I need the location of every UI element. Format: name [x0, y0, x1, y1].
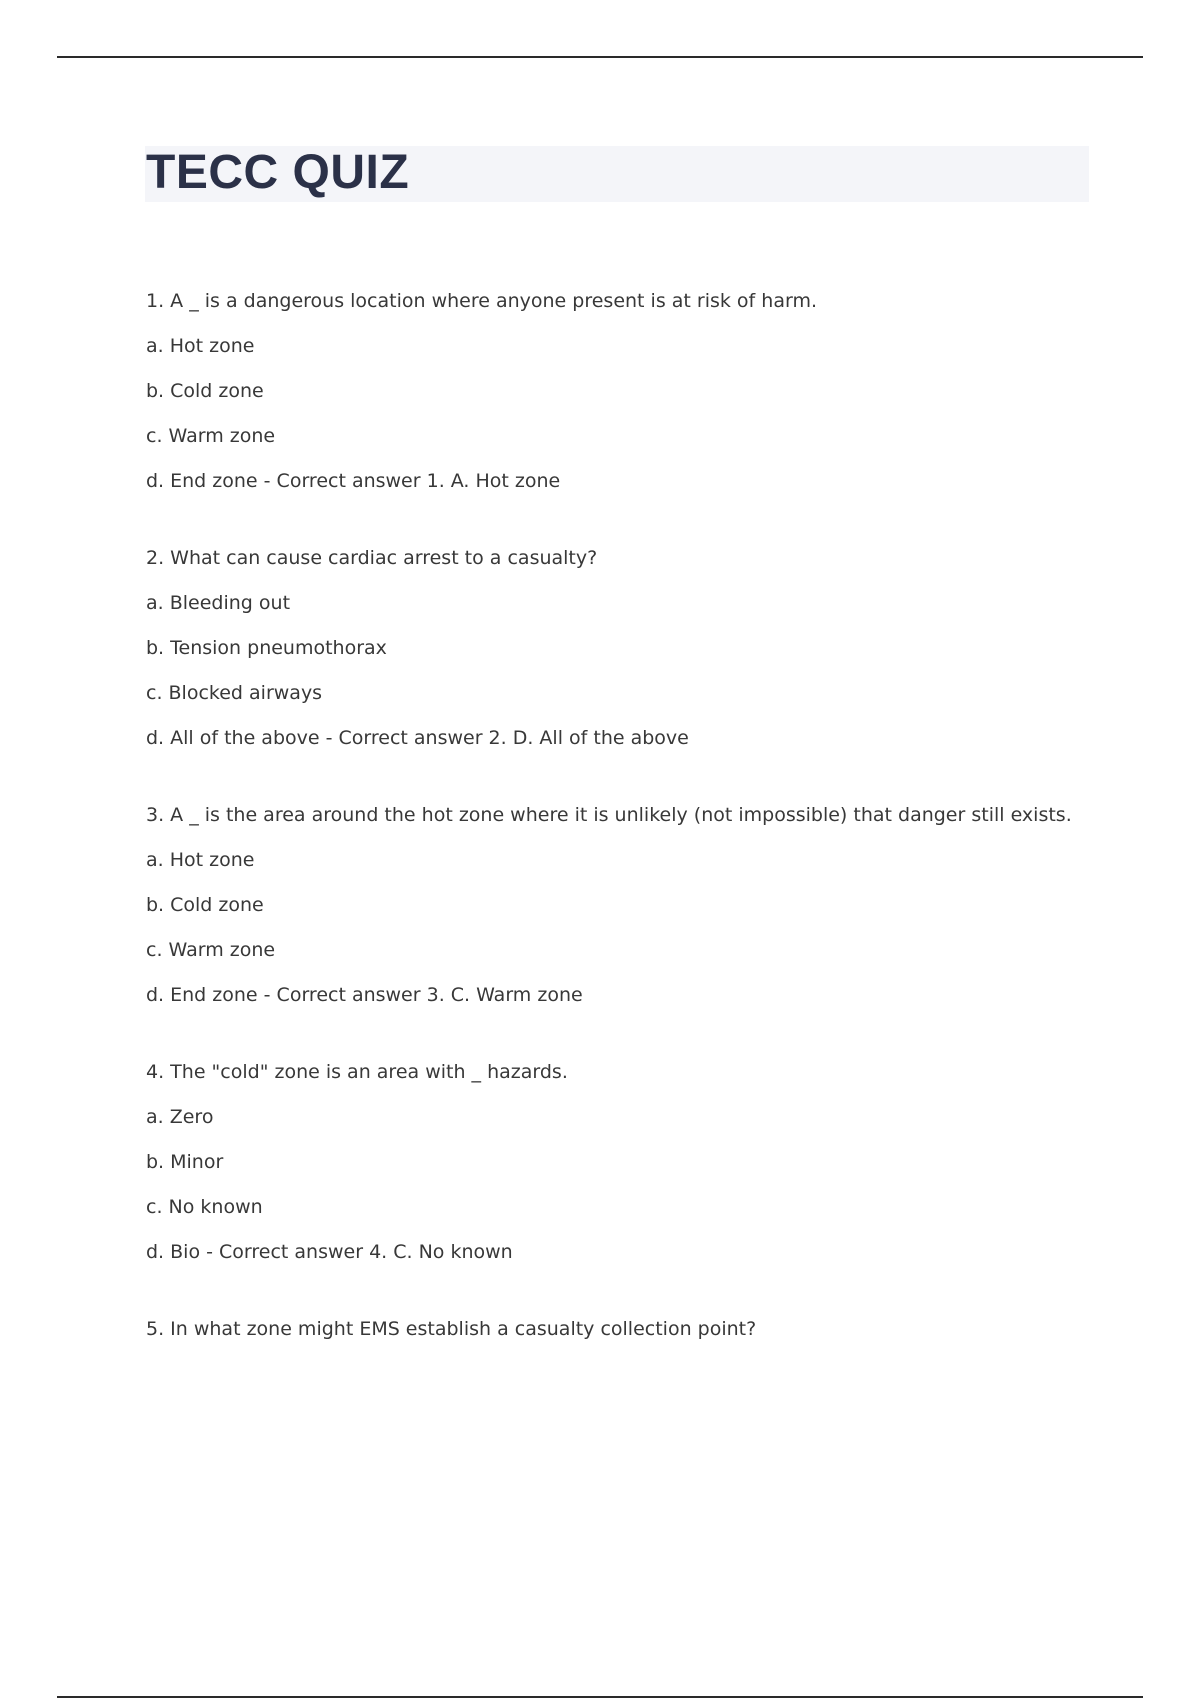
answer-option: b. Cold zone [146, 380, 264, 402]
question-stem: 1. A _ is a dangerous location where anyone present is at risk of harm. [146, 290, 817, 312]
answer-option: b. Cold zone [146, 894, 264, 916]
question-stem: 4. The "cold" zone is an area with _ hazards. [146, 1061, 568, 1083]
answer-option-with-correct-answer: d. End zone - Correct answer 1. A. Hot zone [146, 470, 561, 492]
question-2 [146, 545, 1106, 751]
page-title: TECC QUIZ [146, 146, 410, 199]
question-3 [146, 802, 1106, 1008]
answer-option: c. No known [146, 1196, 263, 1218]
question-stem: 5. In what zone might EMS establish a casualty collection point? [146, 1318, 757, 1340]
footer-rule [57, 1696, 1143, 1698]
answer-option: a. Hot zone [146, 335, 255, 357]
answer-option-with-correct-answer: d. End zone - Correct answer 3. C. Warm zone [146, 984, 583, 1006]
answer-option: b. Tension pneumothorax [146, 637, 387, 659]
answer-option: c. Blocked airways [146, 682, 323, 704]
answer-option-with-correct-answer: d. All of the above - Correct answer 2. D. All of the above [146, 727, 689, 749]
answer-option: a. Hot zone [146, 849, 255, 871]
quiz-content [146, 288, 1106, 1393]
question-5 [146, 1316, 1106, 1342]
answer-option: c. Warm zone [146, 425, 276, 447]
answer-option: b. Minor [146, 1151, 224, 1173]
question-1 [146, 288, 1106, 494]
question-4 [146, 1059, 1106, 1265]
question-stem: 2. What can cause cardiac arrest to a casualty? [146, 547, 598, 569]
answer-option: c. Warm zone [146, 939, 276, 961]
answer-option-with-correct-answer: d. Bio - Correct answer 4. C. No known [146, 1241, 513, 1263]
question-stem: 3. A _ is the area around the hot zone where it is unlikely (not impossible) that danger still exists. [146, 804, 1072, 826]
header-rule [57, 56, 1143, 58]
answer-option: a. Bleeding out [146, 592, 291, 614]
answer-option: a. Zero [146, 1106, 214, 1128]
